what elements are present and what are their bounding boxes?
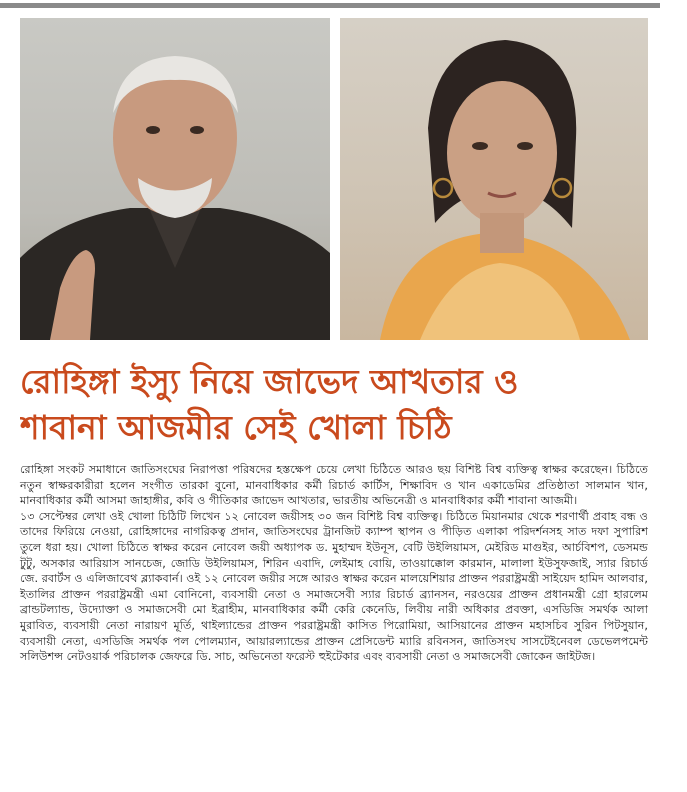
headline-line-2: শাবানা আজমীর সেই খোলা চিঠি	[20, 408, 452, 447]
photo-javed-akhtar	[20, 18, 330, 340]
headline-line-1: রোহিঙ্গা ইস্যু নিয়ে জাভেদ আখতার ও	[20, 362, 519, 401]
portrait-illustration-right	[340, 18, 648, 340]
photo-shabana-azmi	[340, 18, 648, 340]
article-paragraph-2: ১৩ সেপ্টেম্বর লেখা ওই খোলা চিঠিটি লিখেন ১২ নোবেল জয়ীসহ ৩০ জন বিশিষ্ট বিশ্ব ব্যক্তিত্ব। চিঠিতে মিয়ানমার থেকে শরণার্থী প্রবাহ বন্ধ ও তাদের ফিরিয়ে নেওয়া, রোহিঙ্গাদের নাগরিকত্ব প্রদান, জাতিসংঘের ট্রানজিট ক্যাম্প স্থাপন ও পীড়িত এলাকা পরিদর্শনসহ সাত দফা সুপারিশ তুলে ধরা হয়। খোলা চিঠিতে স্বাক্ষর করেন নোবেল জয়ী অধ্যাপক ড. মুহাম্মদ ইউনূস, বেটি উইলিয়ামস, মেইরিড মাগুইর, আর্চবিশপ, ডেসমন্ড টুটু, অসকার আরিয়াস সানচেজ, জোডি উইলিয়ামস, শিরিন এবাদি, লেইমাহ বোয়ি, তাওয়াক্কোল কারমান, মালালা ইউসুফজাই, স্যার রিচার্ড জে. রবার্টস ও এলিজাবেথ ব্ল্যাকবার্ন। ওই ১২ নোবেল জয়ীর সঙ্গে আরও স্বাক্ষর করেন মালয়েশিয়ার প্রাক্তন পররাষ্ট্রমন্ত্রী সাইয়েদ হামিদ আলবার, ইতালির প্রাক্তন পররাষ্ট্রমন্ত্রী এমা বোনিনো, ব্যবসায়ী নেতা ও সমাজসেবী স্যার রিচার্ড ব্র্যানসন, নরওয়ের প্রাক্তন প্রধানমন্ত্রী গ্রো হারলেম ব্রান্ডটল্যান্ড, উদ্যোক্তা ও সমাজসেবী মো ইব্রাহীম, মানবাধিকার কর্মী কেরি কেনেডি, লিবীয় নারী অধিকার প্রবক্তা, এসডিজি সমর্থক আলা মুরাবিত, ব্যবসায়ী নেতা নারায়ণ মূর্তি, থাইল্যান্ডের প্রাক্তন পররাষ্ট্রমন্ত্রী কাসিত পিরোমিয়া, আসিয়ানের প্রাক্তন মহাসচিব সুরিন পিটসুয়ান, ব্যবসায়ী নেতা, এসডিজি সমর্থক পল পোলম্যান, আয়ারল্যান্ডের প্রাক্তন প্রেসিডেন্ট ম্যারি রবিনসন, জাতিসংঘ সাসটেইনেবল ডেভেলপমেন্ট সলিউশন্স নেটওয়ার্ক পরিচালক জেফরে ডি. সাচ, অভিনেতা ফরেস্ট হুইটেকার এবং ব্যবসায়ী নেতা ও সমাজসেবী জোকেন জাইটজ।	[20, 509, 648, 664]
article-paragraph-1: রোহিঙ্গা সংকট সমাধানে জাতিসংঘের নিরাপত্তা পরিষদের হস্তক্ষেপ চেয়ে লেখা চিঠিতে আরও ছয় বিশিষ্ট বিশ্ব ব্যক্তিত্ব স্বাক্ষর করেছেন। চিঠিতে নতুন স্বাক্ষরকারীরা হলেন সংগীত তারকা বুনো, মানবাধিকার কর্মী রিচার্ড কার্টিস, শিক্ষাবিদ ও খান একাডেমির প্রতিষ্ঠাতা সালমান খান, মানবাধিকার কর্মী আসমা জাহাঙ্গীর, কবি ও গীতিকার জাভেদ আখতার, ভারতীয় অভিনেত্রী ও মানবাধিকার কর্মী শাবানা আজমী।	[20, 463, 648, 508]
top-rule	[0, 3, 660, 8]
portrait-illustration-left	[20, 18, 330, 340]
article-body	[20, 462, 648, 665]
